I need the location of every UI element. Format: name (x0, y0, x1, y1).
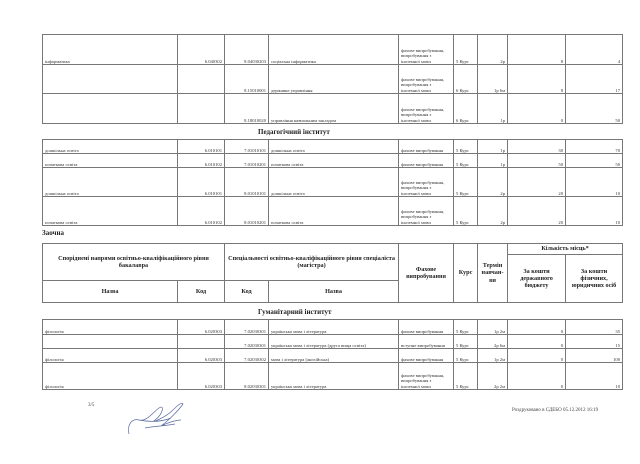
cell-private: 15 (566, 335, 623, 349)
cell-code (178, 94, 225, 124)
table-row (43, 335, 623, 349)
cell-exam: фахове випробування, випробування з іноземної мови (399, 35, 454, 65)
cell-term: 1р 6м (478, 65, 508, 94)
header-code2: Код (225, 281, 269, 303)
cell-term: 1р (478, 94, 508, 124)
table-zaochna-header (42, 243, 623, 303)
cell-course: 5 Курс (454, 363, 478, 390)
header-name: Назва (43, 281, 178, 303)
cell-spec-name: управління навчальним закладом (269, 94, 399, 124)
cell-course: 5 Курс (454, 154, 478, 168)
cell-spec-name: початкова освіта (269, 197, 399, 226)
table-row (43, 363, 623, 390)
cell-code: 6.020303 (178, 320, 225, 335)
cell-exam: фахове випробування (399, 320, 454, 335)
cell-term: 2р (478, 197, 508, 226)
cell-exam: фахове випробування (399, 140, 454, 154)
cell-term: 1р 2м (478, 320, 508, 335)
cell-budget: 8 (508, 35, 566, 65)
cell-spec-code: 8.01010101 (225, 168, 269, 197)
table-row (43, 349, 623, 363)
cell-spec-code: 8.01010201 (225, 197, 269, 226)
header-budget: За кошти державного бюджету (508, 255, 566, 303)
cell-spec-name: початкова освіта (269, 154, 399, 168)
table-row (43, 140, 623, 154)
table-row (43, 35, 623, 65)
cell-private: 50 (566, 154, 623, 168)
cell-spec-name: соціальна інформатика (269, 35, 399, 65)
section-title-zaochna: Заочна (42, 229, 64, 237)
cell-private: 17 (566, 65, 623, 94)
cell-code: 6.010101 (178, 168, 225, 197)
cell-exam: вступне випробування (399, 335, 454, 349)
cell-course: 5 Курс (454, 335, 478, 349)
header-private: За кошти фізичних, юридичних осіб (566, 255, 623, 303)
cell-term: 1р (478, 140, 508, 154)
cell-name: початкова освіта (43, 154, 178, 168)
cell-spec-code: 7.01010201 (225, 154, 269, 168)
cell-exam: фахове випробування, випробування з іноземної мови (399, 197, 454, 226)
table-row (43, 94, 623, 124)
cell-private: 50 (566, 94, 623, 124)
cell-spec-code: 8.15010001 (225, 65, 269, 94)
printed-stamp: Роздруковано в СДЕБО 05.12.2012 16:19 (512, 408, 599, 413)
cell-exam: фахове випробування (399, 154, 454, 168)
cell-name: дошкільна освіта (43, 140, 178, 154)
cell-budget: 0 (508, 335, 566, 349)
cell-budget: 0 (508, 320, 566, 335)
cell-budget: 20 (508, 168, 566, 197)
cell-spec-code: 7.01010101 (225, 140, 269, 154)
cell-spec-name: українська мова і література (друга вища освіта) (269, 335, 399, 349)
header-places: Кількість місць* (508, 244, 623, 255)
cell-spec-code: 7.02030301 (225, 320, 269, 335)
header-exam: Фахове випробування (399, 244, 454, 303)
table-row (43, 320, 623, 335)
cell-course: 5 Курс (454, 320, 478, 335)
cell-budget: 20 (508, 197, 566, 226)
page-number: 3/5 (88, 403, 95, 408)
cell-private: 100 (566, 349, 623, 363)
cell-budget: 50 (508, 154, 566, 168)
table-row (43, 154, 623, 168)
header-course: Курс (454, 244, 478, 303)
cell-exam: фахове випробування, випробування з іноземної мови (399, 94, 454, 124)
cell-term: 2р 6м (478, 335, 508, 349)
cell-spec-name: державне управління (269, 65, 399, 94)
cell-budget: 0 (508, 94, 566, 124)
cell-course: 5 Курс (454, 197, 478, 226)
cell-budget: 8 (508, 65, 566, 94)
header-bachelor: Споріднені напрями освітньо-кваліфікаційного рівня бакалавра (43, 244, 225, 281)
table-row (43, 65, 623, 94)
signature (125, 398, 195, 438)
cell-spec-name: українська мова і література (269, 363, 399, 390)
cell-name: філологія (43, 349, 178, 363)
header-code: Код (178, 281, 225, 303)
cell-spec-name: дошкільна освіта (269, 168, 399, 197)
cell-spec-name: дошкільна освіта (269, 140, 399, 154)
cell-code (178, 65, 225, 94)
cell-name: філологія (43, 320, 178, 335)
cell-code: 6.020303 (178, 349, 225, 363)
cell-name (43, 335, 178, 349)
cell-code: 6.010102 (178, 197, 225, 226)
header-specialist: Спеціальності освітньо-кваліфікаційного рівня спеціаліста (магістра) (225, 244, 399, 281)
cell-code: 6.010101 (178, 140, 225, 154)
cell-exam: фахове випробування, випробування з іноземної мови (399, 65, 454, 94)
cell-spec-name: українська мова і література (269, 320, 399, 335)
cell-exam: фахове випробування (399, 349, 454, 363)
cell-code (178, 335, 225, 349)
table-humanitarian (42, 319, 623, 390)
cell-name: філологія (43, 363, 178, 390)
section-title-pedagogical: Педагогічний інститут (258, 128, 330, 136)
cell-name: дошкільна освіта (43, 168, 178, 197)
cell-name: інформатика (43, 35, 178, 65)
cell-course: 5 Курс (454, 35, 478, 65)
cell-term: 2р (478, 35, 508, 65)
cell-name: початкова освіта (43, 197, 178, 226)
cell-term: 1р (478, 154, 508, 168)
cell-course: 6 Курс (454, 65, 478, 94)
cell-spec-code: 7.02030302 (225, 349, 269, 363)
cell-spec-name: мова і література (англійська) (269, 349, 399, 363)
cell-private: 10 (566, 197, 623, 226)
cell-course: 5 Курс (454, 140, 478, 154)
cell-private: 4 (566, 35, 623, 65)
cell-budget: 0 (508, 363, 566, 390)
cell-spec-code: 8.18010020 (225, 94, 269, 124)
cell-spec-code: 8.02030301 (225, 363, 269, 390)
cell-course: 6 Курс (454, 94, 478, 124)
cell-course: 5 Курс (454, 168, 478, 197)
table-row (43, 168, 623, 197)
section-title-humanitarian: Гуманітарний інститут (258, 308, 332, 316)
cell-exam: фахове випробування, випробування з іноземної мови (399, 168, 454, 197)
cell-term: 2р 2м (478, 363, 508, 390)
cell-code: 6.010102 (178, 154, 225, 168)
cell-private: 10 (566, 168, 623, 197)
cell-spec-code: 8.04030203 (225, 35, 269, 65)
cell-name (43, 65, 178, 94)
cell-term: 2р (478, 168, 508, 197)
table-pedagogical (42, 139, 623, 226)
cell-exam: фахове випробування, випробування з іноземної мови (399, 363, 454, 390)
cell-private: 10 (566, 363, 623, 390)
cell-spec-code: 7.02030301 (225, 335, 269, 349)
cell-budget: 0 (508, 349, 566, 363)
cell-budget: 30 (508, 140, 566, 154)
cell-private: 35 (566, 320, 623, 335)
cell-code: 6.040302 (178, 35, 225, 65)
cell-private: 70 (566, 140, 623, 154)
table-top (42, 34, 623, 124)
cell-course: 5 Курс (454, 349, 478, 363)
cell-term: 1р 2м (478, 349, 508, 363)
cell-code: 6.020303 (178, 363, 225, 390)
header-name2: Назва (269, 281, 399, 303)
table-row (43, 197, 623, 226)
header-term: Термін навчан-ня (478, 244, 508, 303)
cell-name (43, 94, 178, 124)
